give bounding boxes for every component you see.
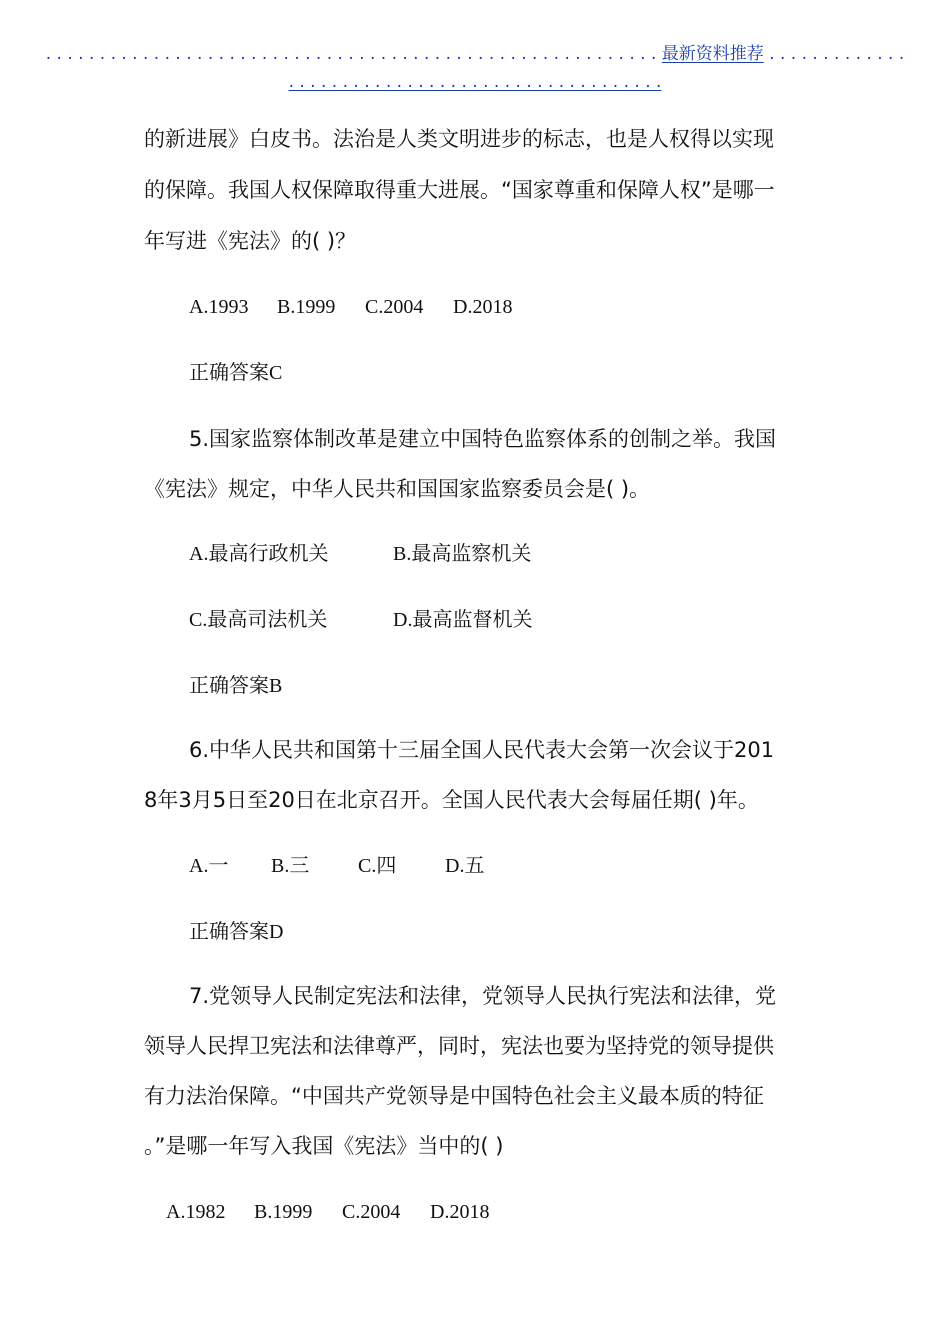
q4-option-d: D.2018 xyxy=(453,296,513,318)
q5-line-2: 《宪法》规定，中华人民共和国国家监察委员会是( )。 xyxy=(144,477,651,501)
page-header xyxy=(0,40,950,96)
q5-option-a-letter: A. xyxy=(189,543,209,565)
q6-option-b-text: 三 xyxy=(289,853,310,877)
q6-option-b xyxy=(271,850,309,881)
q6-option-c-letter: C. xyxy=(358,855,377,877)
q4-answer xyxy=(189,357,282,388)
q5-option-b xyxy=(393,538,531,569)
q5-option-a xyxy=(189,538,328,569)
q4-answer-value: C xyxy=(269,362,283,384)
q7-option-a: A.1982 xyxy=(166,1201,226,1223)
q4-answer-label: 正确答案 xyxy=(189,360,269,384)
header-dots-line-2: . . . . . . . . . . . . . . . . . . . . . . . . . . . . . . . . . . . xyxy=(288,72,662,92)
q7-line-2: 领导人民捍卫宪法和法律尊严，同时，宪法也要为坚持党的领导提供 xyxy=(144,1034,774,1058)
q5-option-d-text: 最高监督机关 xyxy=(412,607,533,631)
q6-option-a-letter: A. xyxy=(189,855,209,877)
header-dots-left: . . . . . . . . . . . . . . . . . . . . . . . . . . . . . . . . . . . . . . . . . . . . . . . . . . . . . . . . . xyxy=(45,44,657,64)
q4-line-1: 的新进展》白皮书。法治是人类文明进步的标志，也是人权得以实现 xyxy=(144,127,774,151)
q5-answer-value: B xyxy=(269,675,283,697)
q6-option-d-text: 五 xyxy=(464,853,485,877)
q6-option-c xyxy=(358,850,396,881)
q7-line-1: 7.党领导人民制定宪法和法律，党领导人民执行宪法和法律，党 xyxy=(189,984,777,1008)
q4-line-3: 年写进《宪法》的( )？ xyxy=(144,229,357,253)
q7-line-3: 有力法治保障。“中国共产党领导是中国特色社会主义最本质的特征 xyxy=(144,1084,764,1108)
header-line-1 xyxy=(0,40,950,68)
q5-answer xyxy=(189,670,282,701)
q6-option-a-text: 一 xyxy=(208,853,229,877)
q6-option-b-letter: B. xyxy=(271,855,290,877)
q5-option-c xyxy=(189,604,327,635)
q7-line-4: 。”是哪一年写入我国《宪法》当中的( ) xyxy=(144,1134,504,1158)
q5-option-d xyxy=(393,604,532,635)
q7-option-d: D.2018 xyxy=(430,1201,490,1223)
q5-option-a-text: 最高行政机关 xyxy=(208,541,329,565)
q5-option-b-letter: B. xyxy=(393,543,412,565)
q5-option-c-letter: C. xyxy=(189,609,208,631)
q6-answer xyxy=(189,916,283,947)
q5-option-d-letter: D. xyxy=(393,609,413,631)
q4-option-b: B.1999 xyxy=(277,296,336,318)
q6-option-d-letter: D. xyxy=(445,855,465,877)
q4-line-2: 的保障。我国人权保障取得重大进展。“国家尊重和保障人权”是哪一 xyxy=(144,178,775,202)
q5-answer-label: 正确答案 xyxy=(189,673,269,697)
q6-line-1: 6.中华人民共和国第十三届全国人民代表大会第一次会议于201 xyxy=(189,738,775,762)
q7-option-b: B.1999 xyxy=(254,1201,313,1223)
q6-answer-value: D xyxy=(269,921,284,943)
q5-option-b-text: 最高监察机关 xyxy=(411,541,532,565)
q4-option-c: C.2004 xyxy=(365,296,424,318)
q6-option-c-text: 四 xyxy=(376,853,397,877)
latest-materials-link[interactable]: 最新资料推荐 xyxy=(661,44,764,64)
q4-option-a: A.1993 xyxy=(189,296,249,318)
header-dots-right: . . . . . . . . . . . . . xyxy=(769,44,905,64)
q5-option-c-text: 最高司法机关 xyxy=(207,607,328,631)
q6-answer-label: 正确答案 xyxy=(189,919,269,943)
q5-line-1: 5.国家监察体制改革是建立中国特色监察体系的创制之举。我国 xyxy=(189,427,777,451)
q7-option-c: C.2004 xyxy=(342,1201,401,1223)
q6-line-2: 8年3月5日至20日在北京召开。全国人民代表大会每届任期( )年。 xyxy=(144,788,759,812)
q6-option-a xyxy=(189,850,228,881)
q6-option-d xyxy=(445,850,484,881)
